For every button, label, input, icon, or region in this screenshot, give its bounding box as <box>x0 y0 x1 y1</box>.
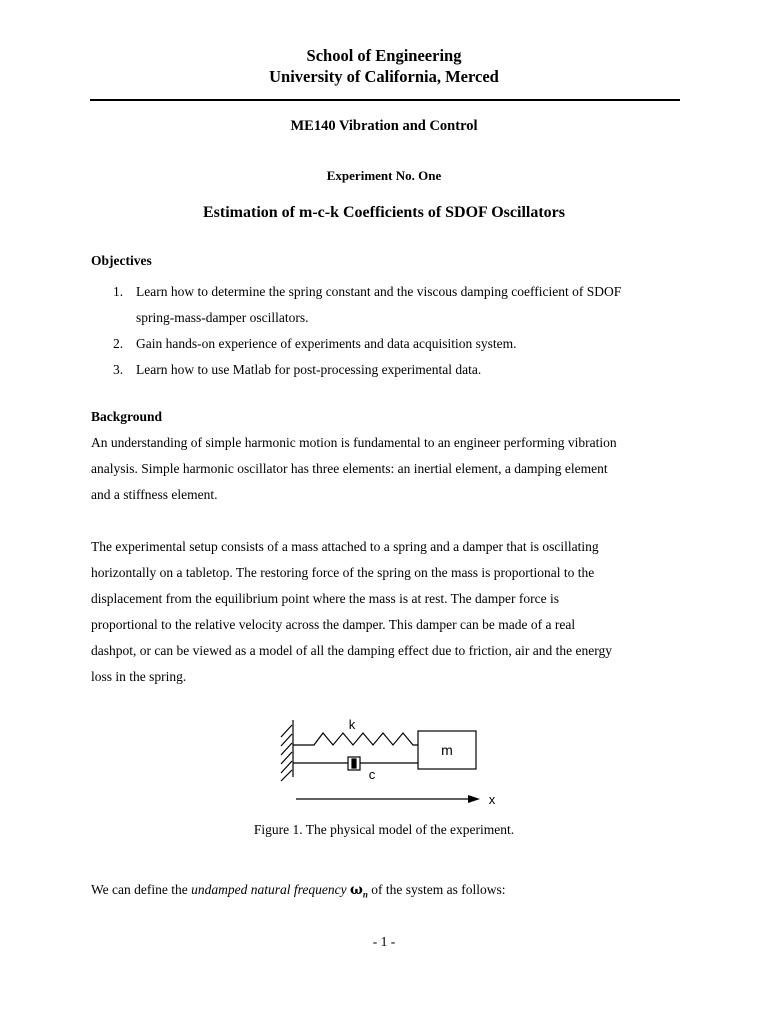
paragraph-line: displacement from the equilibrium point where the mass is at rest. The damper force is <box>91 591 559 606</box>
mass-label-m: m <box>441 742 453 758</box>
page-number: - 1 - <box>372 934 396 949</box>
omega-subscript: n <box>362 889 368 900</box>
objectives-list <box>91 279 691 383</box>
objective-line: Learn how to determine the spring constant and the viscous damping coefficient of SDOF <box>136 284 622 299</box>
objective-line: Gain hands-on experience of experiments and data acquisition system. <box>136 336 517 351</box>
paragraph-line: horizontally on a tabletop. The restoring force of the spring on the mass is proportional to the <box>91 565 595 580</box>
background-heading: Background <box>91 409 163 424</box>
displacement-arrow <box>296 795 480 803</box>
objective-item <box>91 357 691 383</box>
natural-frequency-sentence <box>91 882 505 900</box>
university-name: University of California, Merced <box>269 67 499 86</box>
fixed-wall <box>281 720 293 781</box>
paragraph-line: proportional to the relative velocity across the damper. This damper can be made of a real <box>91 617 576 632</box>
experiment-title: Estimation of m-c-k Coefficients of SDOF Oscillators <box>202 204 565 221</box>
experiment-number: Experiment No. One <box>326 168 442 183</box>
paragraph-line: and a stiffness element. <box>91 487 218 502</box>
undamped-natural-frequency-term: undamped natural frequency <box>191 882 347 897</box>
paragraph-line: The experimental setup consists of a mass attached to a spring and a damper that is oscillating <box>91 539 599 554</box>
sentence-end: of the system as follows: <box>367 882 506 897</box>
objective-item <box>91 279 691 331</box>
sentence-start: We can define the <box>91 882 192 897</box>
objective-line: spring-mass-damper oscillators. <box>136 310 309 325</box>
objective-number: 3. <box>113 362 124 377</box>
background-paragraph-1 <box>91 430 691 508</box>
objectives-heading: Objectives <box>91 253 152 268</box>
spring-element <box>293 733 418 745</box>
objective-number: 2. <box>113 336 124 351</box>
background-paragraph-2 <box>91 534 691 690</box>
school-name: School of Engineering <box>306 46 462 65</box>
objective-item <box>91 331 691 357</box>
damper-label-c: c <box>368 767 376 782</box>
omega-symbol: ω <box>349 882 363 898</box>
paragraph-line: loss in the spring. <box>91 669 187 684</box>
course-title: ME140 Vibration and Control <box>290 118 478 134</box>
objective-number: 1. <box>113 284 124 299</box>
paragraph-line: An understanding of simple harmonic motion is fundamental to an engineer performing vibration <box>91 435 617 450</box>
paragraph-line: analysis. Simple harmonic oscillator has three elements: an inertial element, a damping element <box>91 461 608 476</box>
spring-mass-damper-diagram <box>268 715 508 815</box>
objective-line: Learn how to use Matlab for post-processing experimental data. <box>136 362 482 377</box>
displacement-label-x: x <box>488 792 496 807</box>
header-rule <box>90 99 680 101</box>
paragraph-line: dashpot, or can be viewed as a model of all the damping effect due to friction, air and the energy <box>91 643 612 658</box>
spring-label-k: k <box>348 717 356 732</box>
damper-element <box>293 757 418 770</box>
figure-caption: Figure 1. The physical model of the experiment. <box>253 822 515 837</box>
